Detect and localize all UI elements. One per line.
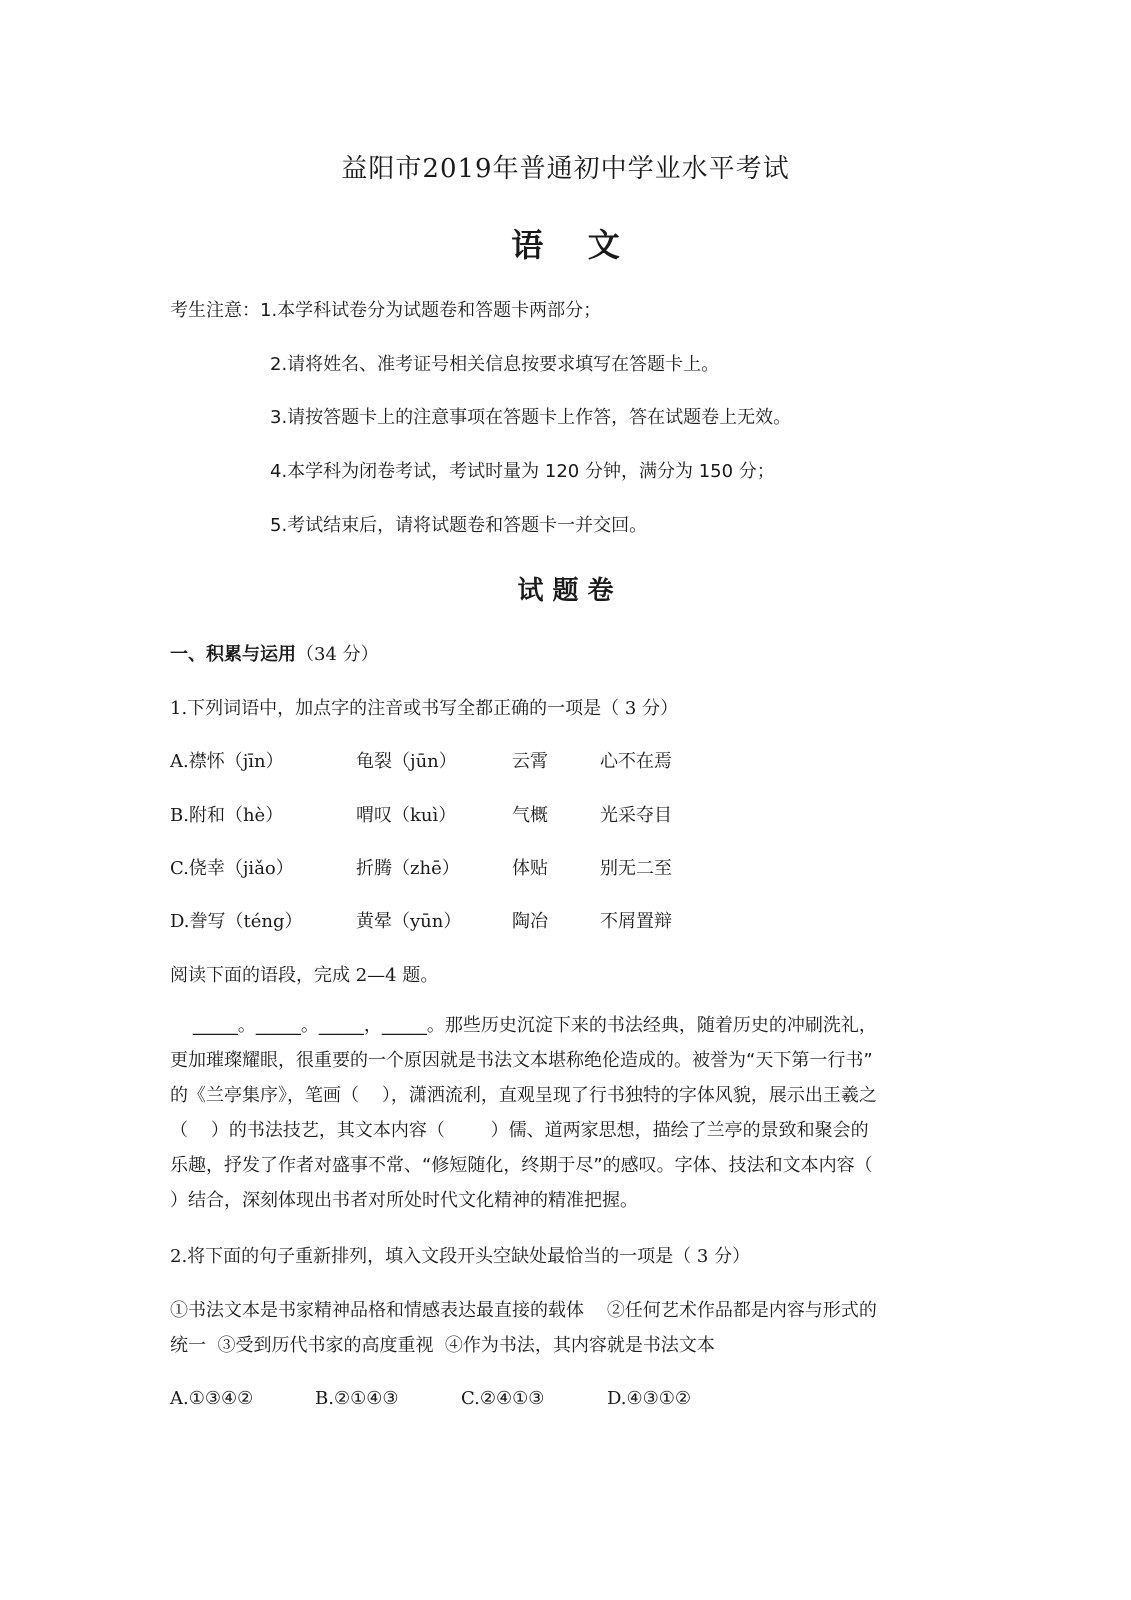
option-cell: 折腾（zhē） [356,858,460,879]
notice-label-text: 考生注意： [170,300,260,321]
q2-sentences-line1: ①书法文本是书家精神品格和情感表达最直接的载体 ②任何艺术作品都是内容与形式的 [170,1300,877,1321]
option-cell: 黄晕（yūn） [356,911,462,932]
part1-title [170,640,379,666]
passage-line: 更加璀璨耀眼，很重要的一个原因就是书法文本堪称绝伦造成的。被誉为“天下第一行书” [170,1050,873,1071]
option-cell: 喟叹（kuì） [356,805,457,826]
option-cell: C.侥幸（jiǎo） [170,858,294,879]
option-cell: 体贴 [512,858,548,879]
passage-line: _____。_____。_____，_____。那些历史沉淀下来的书法经典，随着历史的冲刷洗礼， [170,1015,877,1036]
option-cell: 光采夺目 [600,805,672,826]
part1-score: （34 分） [296,644,379,665]
notice-label [170,296,601,322]
notice-item-2: 2.请将姓名、准考证号相关信息按要求填写在答题卡上。 [270,354,720,375]
option-cell: 心不在焉 [600,751,672,772]
notice-item-3: 3.请按答题卡上的注意事项在答题卡上作答，答在试题卷上无效。 [270,407,792,428]
option-cell: B.附和（hè） [170,805,284,826]
q1-stem: 1.下列词语中，加点字的注音或书写全都正确的一项是（ 3 分） [170,698,679,719]
q2-answer-b: B.②①④③ [315,1388,399,1409]
subject-title: 语 文 [511,226,620,264]
part1-title-text: 一、积累与运用 [170,644,296,665]
reading-intro: 阅读下面的语段，完成 2—4 题。 [170,965,439,986]
option-cell: 别无二至 [600,858,672,879]
passage-line: （ ）的书法技艺，其文本内容（ ）儒、道两家思想，描绘了兰亭的景致和聚会的 [170,1120,869,1141]
notice-item-5: 5.考试结束后，请将试题卷和答题卡一并交回。 [270,515,648,536]
notice-item-4: 4.本学科为闭卷考试，考试时量为 120 分钟，满分为 150 分； [270,461,775,482]
reading-passage [170,1008,942,1218]
q2-sentences-line2: 统一 ③受到历代书家的高度重视 ④作为书法，其内容就是书法文本 [170,1335,715,1356]
q2-stem: 2.将下面的句子重新排列，填入文段开头空缺处最恰当的一项是（ 3 分） [170,1246,751,1267]
exam-title: 益阳市2019年普通初中学业水平考试 [341,154,790,184]
q2-answer-c: C.②④①③ [461,1388,545,1409]
option-cell: 龟裂（jūn） [356,751,457,772]
option-cell: 云霄 [512,751,548,772]
passage-line: 的《兰亭集序》，笔画（ ），潇洒流利，直观呈现了行书独特的字体风貌，展示出王羲之 [170,1085,877,1106]
option-cell: D.誊写（téng） [170,911,303,932]
option-cell: 气概 [512,805,548,826]
option-cell: 陶冶 [512,911,548,932]
option-cell: 不屑置辩 [600,911,672,932]
q2-answer-a: A.①③④② [170,1388,254,1409]
section-title: 试 题 卷 [517,576,614,606]
option-cell: A.襟怀（jīn） [170,751,284,772]
notice-item-1: 1.本学科试卷分为试题卷和答题卡两部分； [260,300,602,321]
passage-line: 乐趣，抒发了作者对盛事不常、“修短随化，终期于尽”的感叹。字体、技法和文本内容（ [170,1155,873,1176]
passage-line: ）结合，深刻体现出书者对所处时代文化精神的精准把握。 [170,1190,638,1211]
q2-answer-d: D.④③①② [607,1388,692,1409]
